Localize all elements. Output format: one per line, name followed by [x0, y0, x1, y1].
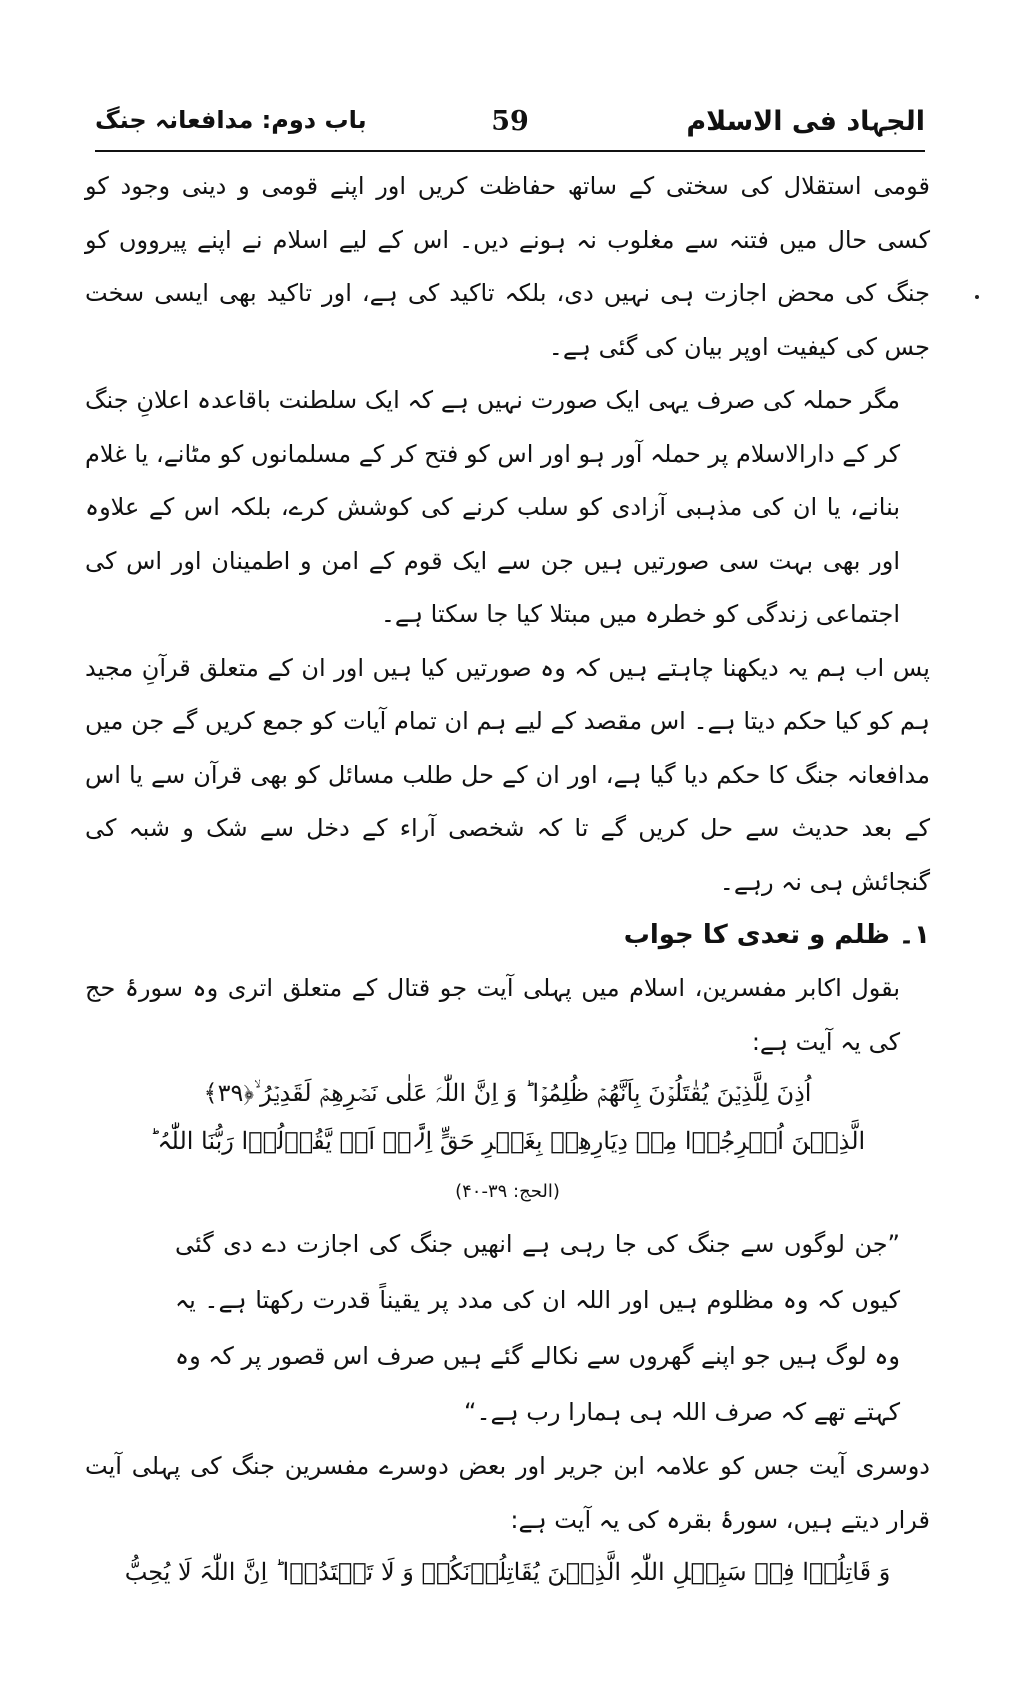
paragraph-3: پس اب ہم یہ دیکھنا چاہتے ہیں کہ وہ صورتیں کیا ہیں اور ان کے متعلق قرآنِ مجید ہم کو کیا حکم دیتا ہے۔ اس مقصد کے لیے ہم ان تمام آیات کو جمع کریں گے جن میں مدافعانہ جنگ کا حکم دیا گیا ہے، اور ان کے حل طلب مسائل کو بھی قرآن سے یا اس کے بعد حدیث سے حل کریں گے تا کہ شخصی آراء کے دخل سے شک و شبہ کی گنجائش ہی نہ رہے۔ [85, 653, 930, 896]
section-intro: بقول اکابر مفسرین، اسلام میں پہلی آیت جو قتال کے متعلق اتری وہ سورۂ حج کی یہ آیت ہے: [85, 974, 900, 1056]
ayah-1-line-2 [85, 1117, 930, 1216]
ayah-1-line-2-text: الَّذِیۡنَ اُخۡرِجُوۡا مِنۡ دِیَارِھِمۡ بِغَیۡرِ حَقٍّ اِلَّاۤ اَنۡ یَّقُوۡلُوۡا رَبُّنَا اللّٰہُ ؕ [149, 1127, 866, 1155]
page-header [95, 100, 925, 152]
chapter-title: باب دوم: مدافعانہ جنگ [95, 106, 367, 134]
ayah-1-line-1: اُذِنَ لِلَّذِیۡنَ یُقٰتَلُوۡنَ بِاَنَّھُمۡ ظُلِمُوۡا ؕ وَ اِنَّ اللّٰہَ عَلٰی نَصۡرِھِمۡ لَقَدِیۡرُ ۙ﴿۳۹﴾ [203, 1079, 812, 1107]
paragraph-1: قومی استقلال کی سختی کے ساتھ حفاظت کریں اور اپنے قومی و دینی وجود کو کسی حال میں فتنہ سے مغلوب نہ ہونے دیں۔ اس کے لیے اسلام نے اپنے پیرووں کو جنگ کی محض اجازت ہی نہیں دی، بلکہ تاکید کی ہے، اور تاکید بھی ایسی سخت جس کی کیفیت اوپر بیان کی گئی ہے۔ [85, 172, 930, 361]
ayah-reference: (الحج: ۳۹-۴۰) [455, 1181, 560, 1202]
book-title: الجہاد فی الاسلام [686, 106, 925, 137]
second-ayah-intro: دوسری آیت جس کو علامہ ابن جریر اور بعض دوسرے مفسرین جنگ کی پہلی آیت قرار دیتے ہیں، سورۂ بقرہ کی یہ آیت ہے: [85, 1452, 930, 1534]
ayah-2: وَ قَاتِلُوۡا فِیۡ سَبِیۡلِ اللّٰہِ الَّذِیۡنَ یُقَاتِلُوۡنَکُمۡ وَ لَا تَعۡتَدُوۡا ؕ اِنَّ اللّٰہَ لَا یُحِبُّ [124, 1558, 891, 1586]
page-body [85, 160, 930, 1597]
section-heading: ۱۔ ظلم و تعدی کا جواب [623, 920, 930, 950]
page-number: 59 [491, 106, 529, 137]
margin-dot [975, 295, 979, 299]
paragraph-2: مگر حملہ کی صرف یہی ایک صورت نہیں ہے کہ ایک سلطنت باقاعدہ اعلانِ جنگ کر کے دارالاسلام پر حملہ آور ہو اور اس کو فتح کر کے مسلمانوں کو مٹانے، یا غلام بنانے، یا ان کی مذہبی آزادی کو سلب کرنے کی کوشش کرے، بلکہ اس کے علاوہ اور بھی بہت سی صورتیں ہیں جن سے ایک قوم کے امن و اطمینان اور اس کی اجتماعی زندگی کو خطرہ میں مبتلا کیا جا سکتا ہے۔ [85, 386, 900, 628]
ayah-1-translation: ”جن لوگوں سے جنگ کی جا رہی ہے انھیں جنگ کی اجازت دے دی گئی کیوں کہ وہ مظلوم ہیں اور اللہ ان کی مدد پر یقیناً قدرت رکھتا ہے۔ یہ وہ لوگ ہیں جو اپنے گھروں سے نکالے گئے ہیں صرف اس قصور پر کہ وہ کہتے تھے کہ صرف اللہ ہی ہمارا رب ہے۔“ [175, 1230, 901, 1426]
